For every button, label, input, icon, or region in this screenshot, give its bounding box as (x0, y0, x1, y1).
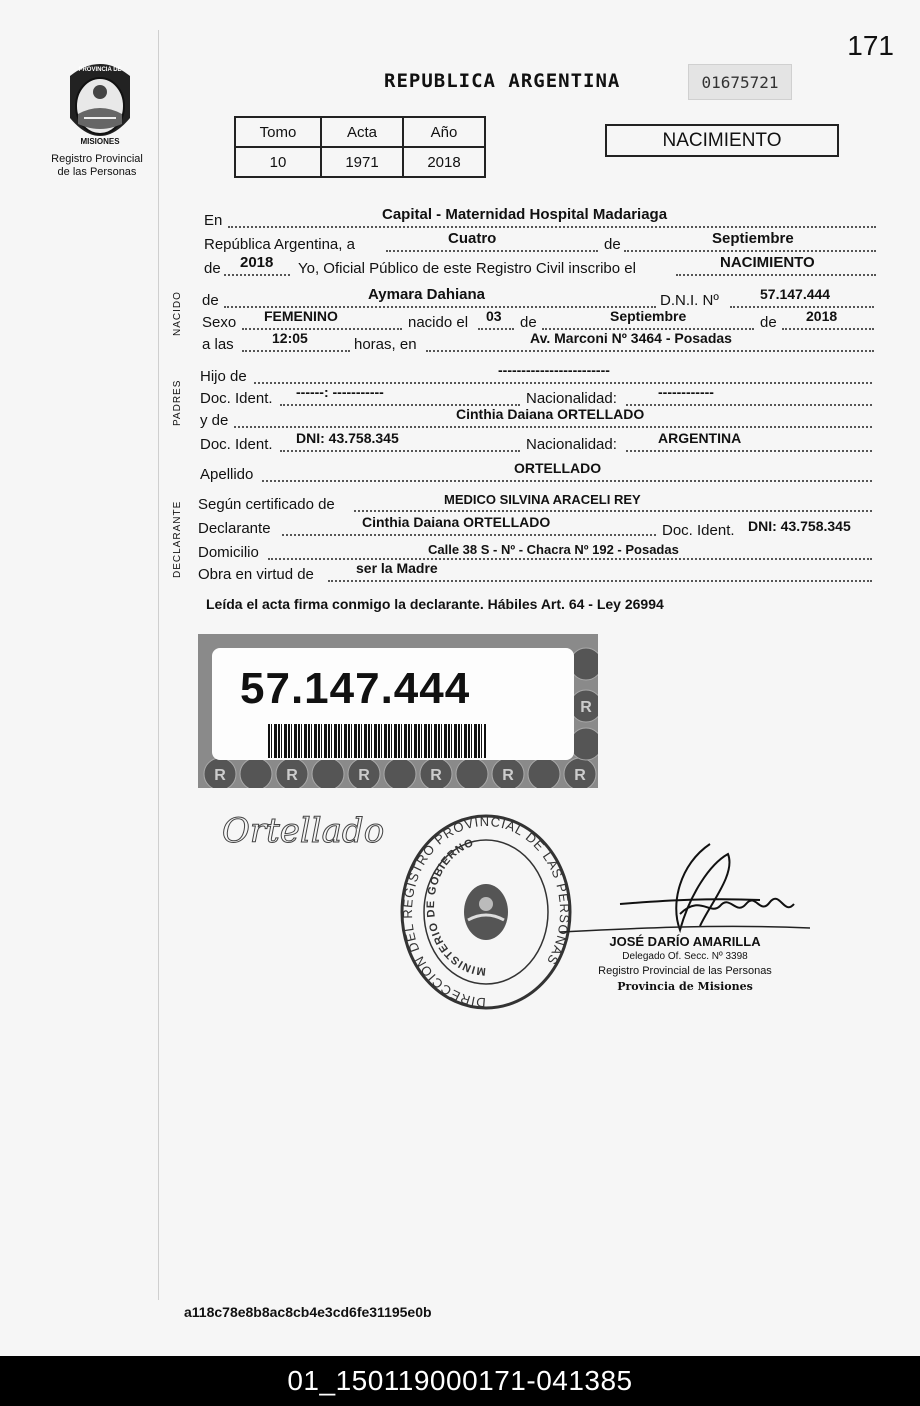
row-mother (200, 406, 872, 430)
label-father-doc: Doc. Ident. (200, 390, 273, 407)
label-father-nationality: Nacionalidad: (526, 390, 617, 407)
row-certificate (198, 494, 872, 514)
row-place (204, 206, 876, 230)
label-hijo-de: Hijo de (200, 368, 247, 385)
official-signature (560, 834, 820, 944)
row-name (202, 286, 874, 310)
reference-value-row (235, 147, 485, 177)
reference-header-row (235, 117, 485, 147)
row-inscription (204, 254, 876, 278)
section-label-declarante: DECLARANTE (172, 500, 183, 578)
value-ano: 2018 (403, 147, 485, 177)
value-birth-day: 03 (486, 308, 502, 324)
label-obra: Obra en virtud de (198, 566, 314, 583)
label-nacido-el: nacido el (408, 314, 469, 331)
value-father-name: ------------------------ (498, 362, 610, 378)
label-republica: República Argentina, a (204, 236, 355, 253)
label-de-name: de (202, 292, 219, 309)
barcode (268, 724, 486, 758)
value-declarant-doc: DNI: 43.758.345 (748, 518, 851, 534)
row-date (204, 230, 876, 254)
value-place: Capital - Maternidad Hospital Madariaga (382, 206, 668, 223)
seal-inner-text: MINISTERIO DE GOBIERNO (424, 836, 487, 978)
label-horas-en: horas, en (354, 336, 417, 353)
label-declarante: Declarante (198, 520, 271, 537)
value-day: Cuatro (448, 230, 497, 247)
row-mother-doc (200, 430, 872, 454)
label-en: En (204, 212, 223, 229)
pattern-letter: R (214, 767, 226, 784)
value-tomo: 10 (235, 147, 321, 177)
official-office: Registro Provincial de las Personas (598, 965, 772, 977)
header-acta: Acta (321, 117, 403, 147)
label-certificado: Según certificado de (198, 496, 335, 513)
value-sex: FEMENINO (264, 308, 338, 324)
value-mother-nationality: ARGENTINA (658, 430, 742, 446)
row-time-place (202, 330, 874, 354)
label-de: de (604, 236, 621, 253)
closing-statement: Leída el acta firma conmigo la declarante. Hábiles Art. 64 - Ley 26994 (206, 596, 664, 612)
dni-sticker (198, 634, 598, 788)
row-father-doc (200, 384, 872, 408)
declarant-signature-text: Ortellado (222, 811, 385, 851)
value-year: 2018 (240, 254, 274, 271)
value-surname: ORTELLADO (514, 460, 602, 476)
registry-line-2: de las Personas (57, 166, 137, 178)
emblem-ring-top: PROVINCIA DE (78, 67, 122, 73)
row-declarant (198, 514, 872, 539)
header-tomo: Tomo (235, 117, 321, 147)
value-birth-year: 2018 (806, 308, 838, 324)
label-declarant-doc: Doc. Ident. (662, 522, 735, 539)
section-label-padres: PADRES (172, 379, 183, 426)
row-surname (200, 460, 872, 484)
label-dni: D.N.I. Nº (660, 292, 719, 309)
pattern-letter: R (430, 767, 442, 784)
row-capacity (198, 560, 872, 584)
official-role: Delegado Of. Secc. Nº 3398 (622, 951, 748, 962)
value-birth-time: 12:05 (272, 330, 308, 346)
margin-line (158, 30, 159, 1300)
country-title: REPUBLICA ARGENTINA (384, 70, 621, 92)
pattern-letter: R (286, 767, 298, 784)
dni-sticker-label (212, 648, 574, 760)
value-acta: 1971 (321, 147, 403, 177)
pattern-letter: R (502, 767, 514, 784)
label-inscribo: Yo, Oficial Público de este Registro Civil inscribo el (298, 260, 636, 277)
serial-number: 01675721 (688, 64, 792, 100)
page-number: 171 (847, 30, 894, 61)
footer-code-bar (0, 1356, 920, 1406)
registry-seal (398, 808, 574, 1018)
footer-code: 01_150119000171-041385 (287, 1365, 633, 1396)
pattern-letter: R (574, 767, 586, 784)
value-month: Septiembre (712, 230, 794, 247)
label-y-de: y de (200, 412, 229, 429)
value-act-kind: NACIMIENTO (720, 254, 815, 271)
registry-line-1: Registro Provincial (51, 153, 143, 165)
pattern-letter: R (358, 767, 370, 784)
row-sex-birthdate (202, 308, 874, 332)
registry-label (40, 153, 154, 179)
label-mother-doc: Doc. Ident. (200, 436, 273, 453)
value-birth-place: Av. Marconi Nº 3464 - Posadas (530, 330, 732, 346)
label-mother-nationality: Nacionalidad: (526, 436, 617, 453)
label-apellido: Apellido (200, 466, 254, 483)
value-declarant-name: Cinthia Daiana ORTELLADO (362, 514, 551, 530)
value-child-dni: 57.147.444 (760, 286, 831, 302)
value-capacity: ser la Madre (356, 560, 438, 576)
emblem-ring-bottom: MISIONES (80, 137, 120, 146)
value-father-doc: ------: ----------- (296, 384, 384, 400)
row-address (198, 542, 872, 562)
dni-sticker-number: 57.147.444 (240, 664, 471, 713)
row-father (200, 362, 872, 386)
label-de-year: de (204, 260, 221, 277)
label-de-birthyear: de (760, 314, 777, 331)
value-certificate: MEDICO SILVINA ARACELI REY (444, 492, 641, 507)
value-mother-name: Cinthia Daiana ORTELLADO (456, 406, 645, 422)
reference-table (234, 116, 486, 178)
value-birth-month: Septiembre (610, 308, 687, 324)
official-stamp (580, 934, 790, 994)
value-mother-doc: DNI: 43.758.345 (296, 430, 399, 446)
label-domicilio: Domicilio (198, 544, 259, 561)
section-label-nacido: NACIDO (172, 291, 183, 336)
act-type-box: NACIMIENTO (605, 124, 839, 157)
misiones-emblem (64, 58, 136, 150)
label-a-las: a las (202, 336, 234, 353)
pattern-letter: R (580, 699, 592, 716)
declarant-signature (220, 800, 390, 860)
label-sexo: Sexo (202, 314, 237, 331)
header-ano: Año (403, 117, 485, 147)
value-father-nationality: ------------ (658, 384, 714, 400)
label-de-birthmonth: de (520, 314, 537, 331)
official-province: Provincia de Misiones (617, 980, 753, 993)
value-address: Calle 38 S - Nº - Chacra Nº 192 - Posadas (428, 542, 679, 557)
document-hash: a118c78e8b8ac8cb4e3cd6fe31195e0b (184, 1304, 432, 1320)
official-name: JOSÉ DARÍO AMARILLA (609, 934, 761, 949)
seal-ring-text: DIRECCIÓN DEL REGISTRO PROVINCIAL DE LAS PERSONAS (399, 813, 573, 1011)
value-child-name: Aymara Dahiana (368, 286, 485, 303)
